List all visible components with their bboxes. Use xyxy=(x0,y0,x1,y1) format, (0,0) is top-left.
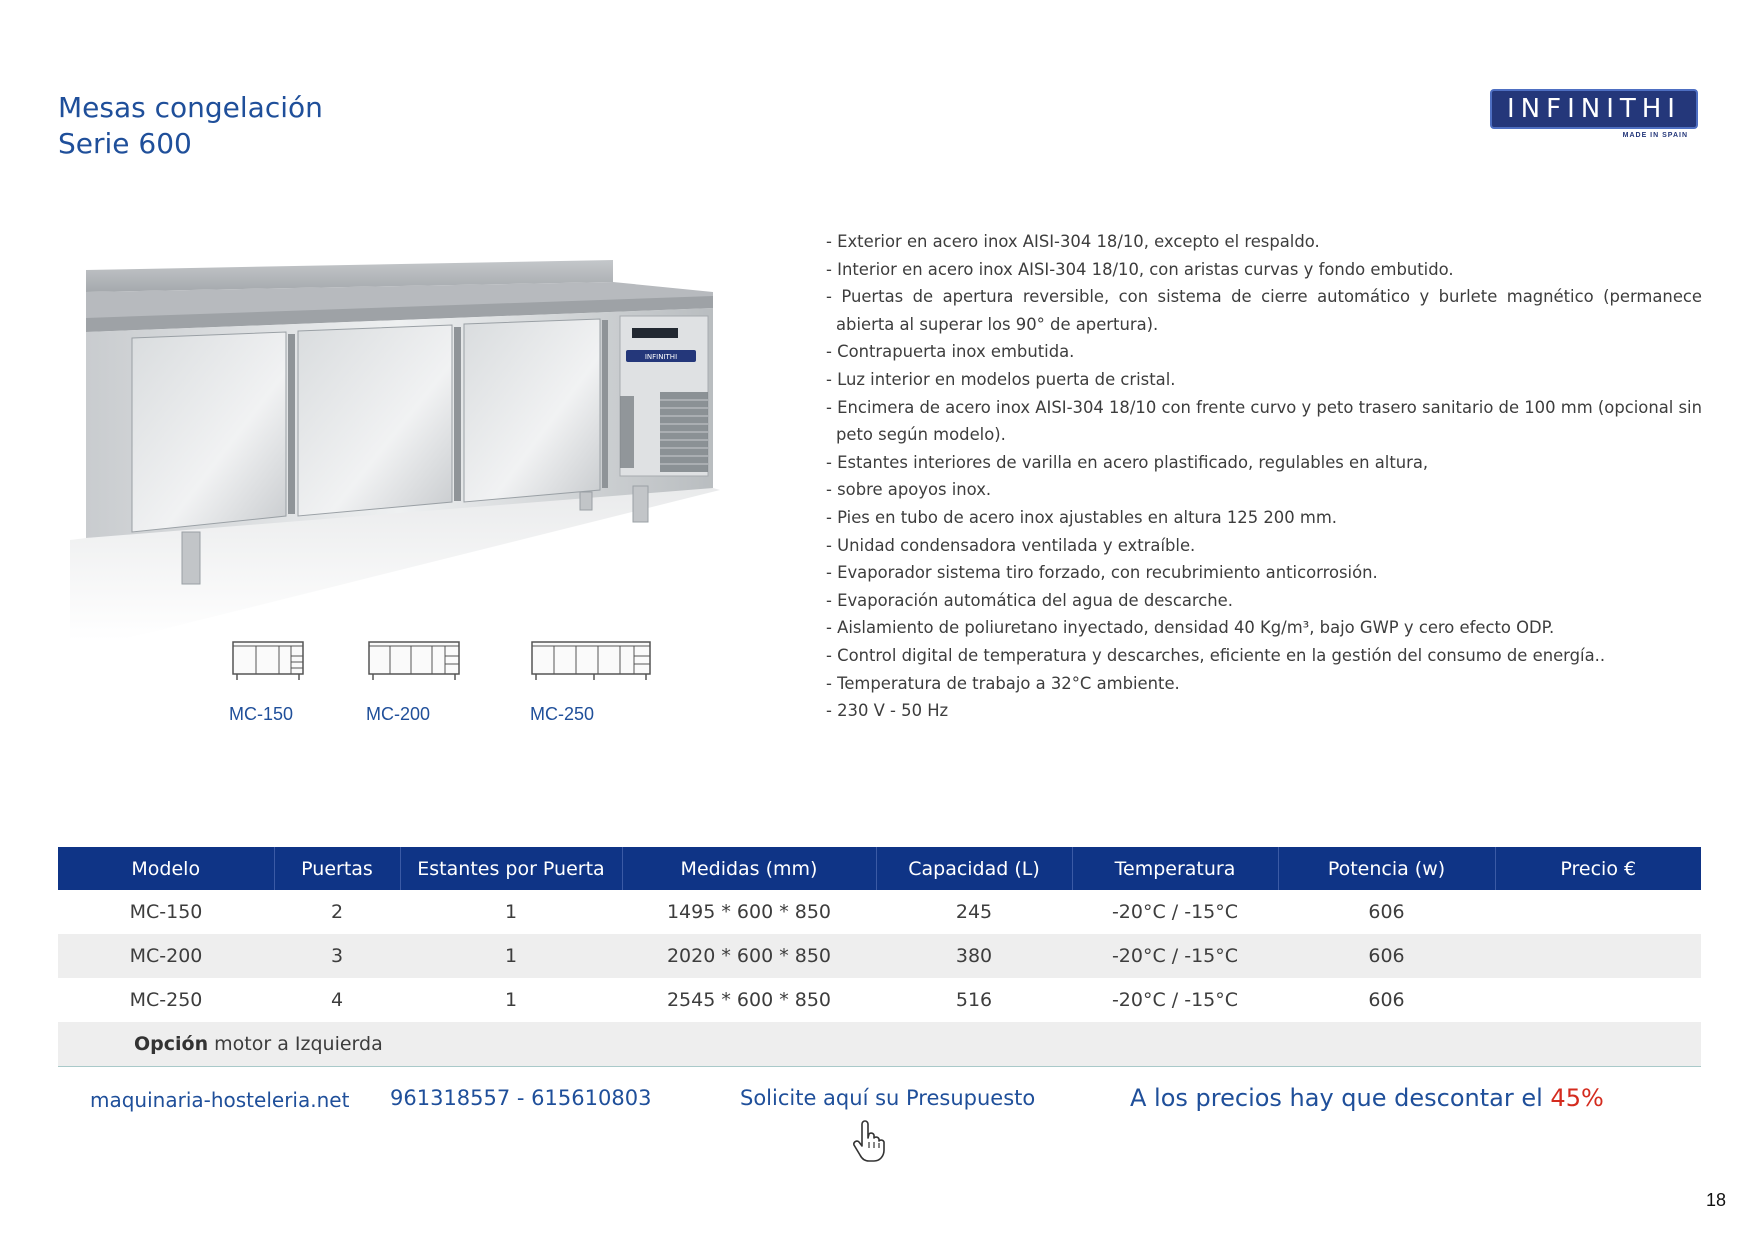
hand-pointer-icon[interactable] xyxy=(850,1120,886,1167)
cell-capacidad: 380 xyxy=(876,934,1072,978)
pointer-hand-svg xyxy=(850,1120,886,1162)
feature-item: - Pies en tubo de acero inox ajustables en altura 125 200 mm. xyxy=(826,507,1338,527)
page-title xyxy=(58,90,323,162)
cell-potencia: 606 xyxy=(1368,989,1405,1011)
feature-item: - Estantes interiores de varilla en acero plastificado, regulables en altura, xyxy=(826,452,1429,472)
spec-table xyxy=(58,847,1701,1067)
cell-medidas: 2545 * 600 * 850 xyxy=(666,989,832,1011)
feature-item: - 230 V - 50 Hz xyxy=(826,701,949,721)
logo-tagline: MADE IN SPAIN xyxy=(1622,132,1688,139)
thumb-label-mc-250: MC-250 xyxy=(530,704,595,724)
model-thumbnails xyxy=(0,632,760,732)
feature-item: - Evaporación automática del agua de descarche. xyxy=(826,590,1233,610)
feature-item: - Temperatura de trabajo a 32°C ambiente. xyxy=(826,673,1180,693)
col-header-potencia: Potencia (w) xyxy=(1278,847,1495,890)
table-row xyxy=(58,890,1701,934)
cell-modelo: MC-200 xyxy=(58,934,274,978)
cell-temperatura: -20°C / -15°C xyxy=(1072,934,1278,978)
cell-puertas: 2 xyxy=(330,901,344,923)
quote-request-link[interactable]: Solicite aquí su Presupuesto xyxy=(740,1086,1036,1110)
table-header-row xyxy=(58,847,1701,890)
panel-logo-text: INFINITHI xyxy=(644,353,678,361)
feature-list xyxy=(826,228,1702,725)
page-number: 18 xyxy=(1706,1190,1727,1210)
cell-temperatura: -20°C / -15°C xyxy=(1111,989,1239,1011)
mc-250-icon xyxy=(530,636,654,684)
cell-precio xyxy=(1495,890,1701,934)
cell-precio xyxy=(1495,934,1701,978)
cell-puertas: 3 xyxy=(274,934,400,978)
thumb-mc-200 xyxy=(367,636,463,689)
title-line-2: Serie 600 xyxy=(58,127,192,160)
cell-estantes: 1 xyxy=(504,989,518,1011)
thumb-mc-250 xyxy=(530,636,654,689)
option-label: Opción xyxy=(134,1033,209,1055)
freezer-table-illustration xyxy=(60,220,730,640)
discount-value: 45% xyxy=(1550,1084,1604,1112)
col-header-medidas: Medidas (mm) xyxy=(622,847,876,890)
col-header-estantes: Estantes por Puerta xyxy=(400,847,622,890)
discount-text: A los precios hay que descontar el xyxy=(1130,1084,1551,1112)
col-header-temperatura: Temperatura xyxy=(1072,847,1278,890)
feature-item: - sobre apoyos inox. xyxy=(826,480,992,500)
feature-item: - Puertas de apertura reversible, con sistema de cierre automático y burlete magnético (permanece abierta al superar los 90° de apertura). xyxy=(826,287,1702,334)
title-line-1: Mesas congelación xyxy=(58,91,323,124)
phone-numbers: 961318557 - 615610803 xyxy=(390,1086,652,1110)
thumb-label-mc-200: MC-200 xyxy=(366,704,431,724)
table-row xyxy=(58,934,1701,978)
website-link[interactable]: maquinaria-hosteleria.net xyxy=(90,1088,350,1112)
discount-notice xyxy=(1130,1084,1604,1112)
thumb-mc-150 xyxy=(231,636,307,689)
cell-capacidad: 516 xyxy=(955,989,993,1011)
cell-potencia: 606 xyxy=(1278,934,1495,978)
option-row xyxy=(58,1022,1701,1067)
feature-item: - Luz interior en modelos puerta de cristal. xyxy=(826,369,1176,389)
cell-medidas: 2020 * 600 * 850 xyxy=(622,934,876,978)
col-header-modelo: Modelo xyxy=(58,847,274,890)
feature-item: - Encimera de acero inox AISI-304 18/10 con frente curvo y peto trasero sanitario de 100 mm (opcional sin peto según modelo). xyxy=(826,397,1702,445)
option-cell xyxy=(58,1022,1701,1067)
feature-item: - Aislamiento de poliuretano inyectado, densidad 40 Kg/m³, bajo GWP y cero efecto ODP. xyxy=(826,618,1555,638)
cell-modelo: MC-250 xyxy=(129,989,203,1011)
product-image xyxy=(60,220,730,640)
thumb-label-mc-150: MC-150 xyxy=(229,704,294,724)
feature-item: - Exterior en acero inox AISI-304 18/10, excepto el respaldo. xyxy=(826,232,1320,251)
feature-item: - Contrapuerta inox embutida. xyxy=(826,342,1075,362)
cell-precio xyxy=(1495,978,1701,1022)
logo-wordmark: INFINITHI xyxy=(1490,89,1698,129)
cell-medidas: 1495 * 600 * 850 xyxy=(666,901,832,923)
brand-logo xyxy=(1490,89,1698,139)
mc-200-icon xyxy=(367,636,463,684)
col-header-capacidad: Capacidad (L) xyxy=(876,847,1072,890)
feature-item: - Control digital de temperatura y descarches, eficiente en la gestión del consumo de energía.. xyxy=(826,645,1606,665)
cell-temperatura: -20°C / -15°C xyxy=(1111,901,1239,923)
table-row xyxy=(58,978,1701,1022)
cell-potencia: 606 xyxy=(1368,901,1405,923)
mc-150-icon xyxy=(231,636,307,684)
option-text: motor a Izquierda xyxy=(208,1033,383,1055)
col-header-precio: Precio € xyxy=(1495,847,1701,890)
cell-estantes: 1 xyxy=(400,934,622,978)
feature-item: - Interior en acero inox AISI-304 18/10, con aristas curvas y fondo embutido. xyxy=(826,259,1454,279)
cell-puertas: 4 xyxy=(330,989,344,1011)
feature-item: - Evaporador sistema tiro forzado, con recubrimiento anticorrosión. xyxy=(826,563,1378,583)
cell-estantes: 1 xyxy=(504,901,518,923)
col-header-puertas: Puertas xyxy=(274,847,400,890)
cell-capacidad: 245 xyxy=(955,901,993,923)
feature-item: - Unidad condensadora ventilada y extraíble. xyxy=(826,535,1196,555)
cell-modelo: MC-150 xyxy=(129,901,203,923)
